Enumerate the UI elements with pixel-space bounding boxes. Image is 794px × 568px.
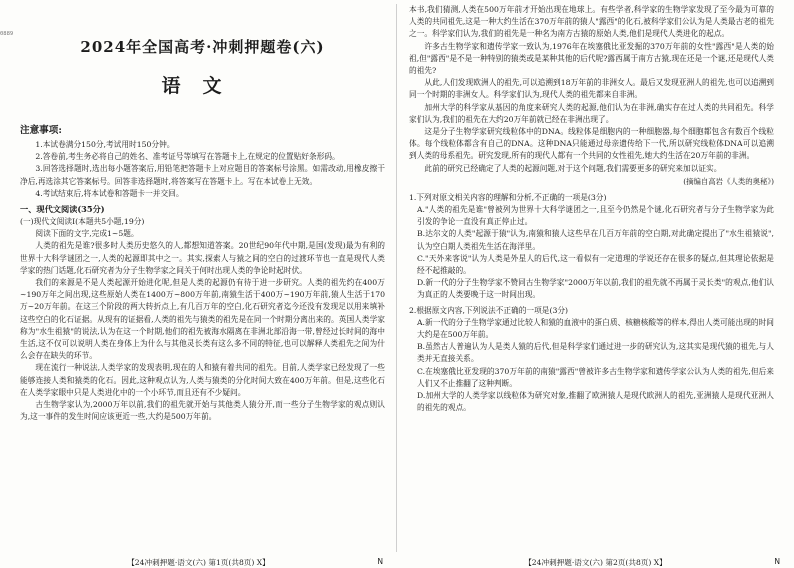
section-sub: (一)现代文阅读Ⅰ(本题共5小题,19分) xyxy=(20,217,145,227)
page-right xyxy=(397,0,794,567)
question-option: D.新一代的分子生物学家不赞同古生物学家"2000万年以前,我们的祖先就不再属于灵长类"的观点,他们认为真正的人类要晚于这一时间出现。 xyxy=(417,278,774,300)
footer-mark: N xyxy=(377,557,383,566)
question-option: A.新一代的分子生物学家通过比较人和猿的血液中的蛋白质、核糖核酸等的样本,得出人类可能出现的时间大约是在500万年前。 xyxy=(417,317,774,340)
notice-item: 1.本试卷满分150分,考试用时150分钟。 xyxy=(35,140,175,149)
question-stem: 2.根据原文内容,下列说法不正确的一项是(3分) xyxy=(409,305,569,315)
question-option: A."人类的祖先是谁"曾被列为世界十大科学谜团之一,且至今仍然是个谜,化石研究者与分子生物学家为此引发的争论一直没有真正停止过。 xyxy=(417,205,774,227)
notice-heading: 注意事项: xyxy=(20,125,62,136)
notice-item: 4.考试结束后,将本试卷和答题卡一并交回。 xyxy=(35,188,184,198)
exam-title: 2024年全国高考·冲刺押题卷(六) xyxy=(80,38,325,56)
passage-paragraph: 我们的来源是不是人类起源开始进化呢,但是人类的起源仍有待于进一步研究。人类的祖先约在400万~190万年之间出现,这些原始人类在1400万~800万年前,南猿生活于400万~190万年前,猿人生活于170万~20万年前。在这三个阶段的两大转折点上,有几百万年的空白,化石研究者迄今还没有发现足以用来填补这些空白的化石证据。从现有的证据看,人类的祖先与猿类的祖先是在同一个时期分离出来的。英国人类学家称为"水生祖猿"的说法,认为在这一个时期,他们的祖先被海水隔离在非洲北部沿海一带,曾经过长时间的海中生活,这不仅可以说明人类在身体上为什么与其他灵长类有这么多不同的特征,也可以解释人类祖先之间为什么会存在缺失的环节。 xyxy=(20,278,385,361)
section-title: 一、现代文阅读(35分) xyxy=(20,204,105,215)
passage-paragraph: 许多古生物学家和遗传学家一致认为,1976年在埃塞俄比亚发掘的370万年前的女性"露西"是人类的始祖,但"露西"是不是一种特别的猿类或是某种其他的后代呢?露西属于南方古猿,现在还是一个谜,还是现代人类的祖先? xyxy=(409,41,774,76)
corner-mark: 0889 xyxy=(0,31,14,37)
section-instruction: 阅读下面的文字,完成1~5题。 xyxy=(35,229,139,239)
passage-paragraph: 现在流行一种说法,人类学家的发现表明,现在的人和猿有着共同的祖先。目前,人类学家已经发现了一些能够连接人类和猿类的化石。因此,这种观点认为,人类与猿类的分化时间大致在400万年前。但是,这些化石在人类学家眼中只是人类进化中的一个小环节,而且还有不少疑问。 xyxy=(20,363,385,397)
footer-label: 【24冲刺押题·语文(六) 第1页(共8页) X】 xyxy=(127,558,270,567)
question-option: B.虽然古人普遍认为人是类人猿的后代,但是科学家们通过进一步的研究认为,这其实是现代猿的祖先,与人类并无直接关系。 xyxy=(417,342,774,364)
notice-item: 3.回答选择题时,选出每小题答案后,用铅笔把答题卡上对应题目的答案标号涂黑。如需改动,用橡皮擦干净后,再选涂其它答案标号。回答非选择题时,将答案写在答题卡上。写在本试卷上无效。 xyxy=(20,164,385,186)
footer-mark: N xyxy=(774,557,780,566)
passage-paragraph: 从此,人们发现欧洲人的祖先,可以追溯到18万年前的非洲女人。最后又发现亚洲人的祖先,也可以追溯到同一个时期的非洲女人。科学家们认为,现代人类的祖先都来自非洲。 xyxy=(409,78,774,100)
question-option: D.加州大学的人类学家以线粒体为研究对象,推翻了欧洲猿人是现代欧洲人的祖先,亚洲猿人是现代亚洲人的祖先的观点。 xyxy=(417,391,774,413)
notice-item: 2.答卷前,考生务必将自己的姓名、准考证号等填写在答题卡上,在规定的位置贴好条形码。 xyxy=(35,152,340,162)
passage-paragraph: 本书,我们猜测,人类在500万年前才开始出现在地球上。有些学者,科学家的生物学家发现了至今最为可靠的人类的共同祖先,这是一种大约生活在370万年前的猿人"露西"的化石,被科学家们公认为是人类最古老的祖先之一。科学家们认为,我们的祖先是一种名为南方古猿的原始人类,他们是现代人类进化的起点。 xyxy=(409,5,774,39)
question-stem: 1.下列对原文相关内容的理解和分析,不正确的一项是(3分) xyxy=(409,192,607,202)
footer-label: 【24冲刺押题·语文(六) 第2页(共8页) X】 xyxy=(524,558,667,567)
passage-paragraph: 古生物学家认为,2000万年以前,我们的祖先就开始与其他类人猿分开,而一些分子生物学家的观点则认为,这一事件的发生时间应该更近一些,大约是500万年前。 xyxy=(20,400,385,422)
question-option: B.达尔文的人类"起源于猿"认为,南猿和猿人这些早在几百万年前的空白期,对此确定提出了"水生祖猿说",认为空白期人类祖先生活在海洋里。 xyxy=(417,229,774,251)
passage-paragraph: 此前的研究已经确定了人类的起源问题,对于这个问题,我们需要更多的研究来加以证实。 xyxy=(424,163,722,173)
passage-paragraph: 人类的祖先是谁?很多时人类历史悠久的人,都想知道答案。20世纪90年代中期,是国(发现)最为有利的世界十大科学谜团之一,人类的起源即其中之一。其实,探索人与猿之间的空白的过渡环节也一直是现代人类学家的热门话题,化石研究者为分子生物学家之间关于何时出现人类的争论时起时伏。 xyxy=(20,241,385,275)
page-left xyxy=(0,0,397,567)
passage-paragraph: 加州大学的科学家从基因的角度来研究人类的起源,他们认为在非洲,确实存在过人类的共同祖先。科学家们认为,我们的祖先在大约20万年前就已经在非洲出现了。 xyxy=(409,102,774,124)
question-option: C."天外来客说"认为人类是外星人的后代,这一看似有一定道理的学说还存在很多的疑点,但其理论依据是经不起推敲的。 xyxy=(417,253,774,276)
question-option: C.在埃塞俄比亚发现的370万年前的南猿"露西"曾被许多古生物学家和遗传学家公认为人类的祖先,但后来人们又不止推翻了这种判断。 xyxy=(417,366,774,388)
passage-paragraph: 这是分子生物学家研究线粒体中的DNA。线粒体是细胞内的一种细胞器,每个细胞都包含有数百个线粒体。每个线粒体都含有自己的DNA。这种DNA只能通过母亲遗传给下一代,所以研究线粒体DNA可以追溯到人类的母系祖先。研究发现,所有的现代人都有一个共同的女性祖先,她大约生活在20万年前的非洲。 xyxy=(409,127,774,161)
source-note: (摘编自高岩《人类的奥秘》) xyxy=(683,176,774,186)
subject-title: 语文 xyxy=(161,75,244,97)
